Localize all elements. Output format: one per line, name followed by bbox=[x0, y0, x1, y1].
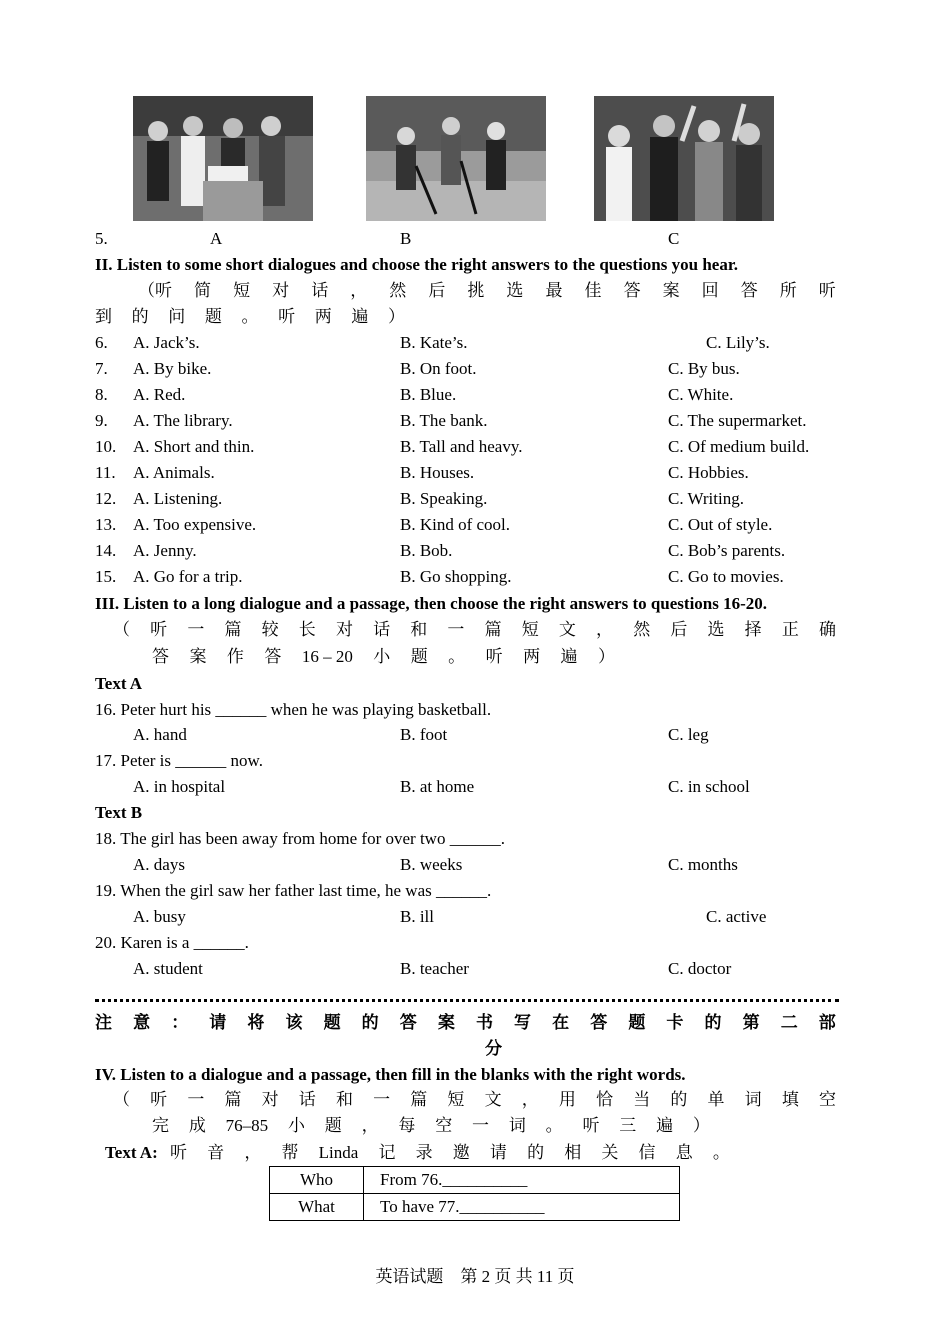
option-c: C. The supermarket. bbox=[668, 411, 807, 430]
option-b: B. Houses. bbox=[400, 463, 475, 482]
option-c: C. doctor bbox=[668, 959, 732, 978]
table-cell-key: What bbox=[270, 1194, 364, 1221]
q5-label-c: C bbox=[668, 229, 680, 248]
question-16-stem: 16. Peter hurt his ______ when he was playing basketball. bbox=[95, 700, 492, 719]
question-number: 9. bbox=[95, 411, 108, 430]
page-footer: 英语试题 第 2 页 共 11 页 bbox=[375, 1267, 575, 1286]
option-a: A. student bbox=[133, 959, 203, 978]
question-number: 14. bbox=[95, 541, 117, 560]
q5-label-a: A bbox=[210, 229, 223, 248]
section-2-heading: II. Listen to some short dialogues and choose the right answers to the questions you hear. bbox=[95, 255, 739, 274]
section-4-cn-line-2: 完 成 76–85 小 题 ， 每 空 一 词 。 听 三 遍 ） bbox=[152, 1116, 710, 1135]
option-b: B. On foot. bbox=[400, 359, 477, 378]
section-4-cn-line-1: （ 听 一 篇 对 话 和 一 篇 短 文 ， 用 恰 当 的 单 词 填 空 bbox=[113, 1090, 836, 1109]
question-number: 6. bbox=[95, 333, 108, 352]
option-a: A. hand bbox=[133, 725, 187, 744]
table-cell-value: To have 77.__________ bbox=[364, 1194, 680, 1221]
question-number: 7. bbox=[95, 359, 108, 378]
q5-picture-c bbox=[594, 96, 774, 221]
text-a-heading: Text A bbox=[95, 674, 143, 693]
question-20-stem: 20. Karen is a ______. bbox=[95, 933, 249, 952]
option-b: B. Bob. bbox=[400, 541, 453, 560]
option-a: A. Listening. bbox=[133, 489, 223, 508]
section-4-heading: IV. Listen to a dialogue and a passage, then fill in the blanks with the right words. bbox=[95, 1065, 686, 1084]
option-a: A. days bbox=[133, 855, 185, 874]
q5-picture-b bbox=[366, 96, 546, 221]
section-3-cn-line-2: 答 案 作 答 16 – 20 小 题 。 听 两 遍 ） bbox=[152, 647, 615, 666]
question-18-stem: 18. The girl has been away from home for over two ______. bbox=[95, 829, 505, 848]
option-c: C. in school bbox=[668, 777, 750, 796]
option-c: C. Go to movies. bbox=[668, 567, 784, 586]
option-b: B. ill bbox=[400, 907, 435, 926]
option-a: A. By bike. bbox=[133, 359, 212, 378]
question-19-stem: 19. When the girl saw her father last time, he was ______. bbox=[95, 881, 492, 900]
notice-line-1: 注 意 ： 请 将 该 题 的 答 案 书 写 在 答 题 卡 的 第 二 部 bbox=[95, 1013, 836, 1032]
question-number: 12. bbox=[95, 489, 117, 508]
option-b: B. weeks bbox=[400, 855, 463, 874]
option-a: A. Short and thin. bbox=[133, 437, 255, 456]
option-b: B. The bank. bbox=[400, 411, 488, 430]
option-a: A. Animals. bbox=[133, 463, 215, 482]
option-b: B. teacher bbox=[400, 959, 469, 978]
option-c: C. Lily’s. bbox=[706, 333, 770, 352]
question-number: 15. bbox=[95, 567, 117, 586]
option-c: C. Hobbies. bbox=[668, 463, 749, 482]
option-b: B. Go shopping. bbox=[400, 567, 512, 586]
text-a-label: Text A: bbox=[105, 1143, 158, 1162]
option-c: C. leg bbox=[668, 725, 709, 744]
question-17-stem: 17. Peter is ______ now. bbox=[95, 751, 263, 770]
question-number: 13. bbox=[95, 515, 117, 534]
option-c: C. Bob’s parents. bbox=[668, 541, 786, 560]
option-c: C. White. bbox=[668, 385, 734, 404]
option-b: B. Kind of cool. bbox=[400, 515, 511, 534]
option-c: C. By bus. bbox=[668, 359, 740, 378]
section-2-cn-line-2: 到 的 问 题 。 听 两 遍 ） bbox=[95, 307, 405, 326]
q5-number: 5. bbox=[95, 229, 108, 248]
option-a: A. Jenny. bbox=[133, 541, 197, 560]
option-a: A. Go for a trip. bbox=[133, 567, 243, 586]
table-cell-value: From 76.__________ bbox=[364, 1167, 680, 1194]
option-b: B. at home bbox=[400, 777, 475, 796]
table-row bbox=[270, 1194, 680, 1221]
table-row bbox=[270, 1167, 680, 1194]
invitation-info-table bbox=[269, 1166, 680, 1221]
q5-label-b: B bbox=[400, 229, 412, 248]
text-b-heading: Text B bbox=[95, 803, 143, 822]
notice-line-2: 分 bbox=[485, 1039, 502, 1058]
section-3-heading: III. Listen to a long dialogue and a passage, then choose the right answers to questions 16-20. bbox=[95, 594, 768, 613]
option-b: B. Tall and heavy. bbox=[400, 437, 523, 456]
question-number: 11. bbox=[95, 463, 116, 482]
text-a-instruction: 听 音 ， 帮 Linda 记 录 邀 请 的 相 关 信 息 。 bbox=[170, 1143, 730, 1162]
option-a: A. busy bbox=[133, 907, 186, 926]
question-number: 10. bbox=[95, 437, 117, 456]
option-c: C. Out of style. bbox=[668, 515, 773, 534]
option-a: A. Jack’s. bbox=[133, 333, 200, 352]
option-c: C. active bbox=[706, 907, 767, 926]
option-c: C. months bbox=[668, 855, 738, 874]
option-b: B. Blue. bbox=[400, 385, 457, 404]
option-c: C. Of medium build. bbox=[668, 437, 810, 456]
option-a: A. The library. bbox=[133, 411, 233, 430]
option-c: C. Writing. bbox=[668, 489, 744, 508]
table-cell-key: Who bbox=[270, 1167, 364, 1194]
option-a: A. in hospital bbox=[133, 777, 226, 796]
dotted-separator bbox=[95, 990, 839, 1002]
option-b: B. Kate’s. bbox=[400, 333, 468, 352]
option-a: A. Too expensive. bbox=[133, 515, 257, 534]
option-a: A. Red. bbox=[133, 385, 186, 404]
option-b: B. foot bbox=[400, 725, 448, 744]
option-b: B. Speaking. bbox=[400, 489, 488, 508]
question-number: 8. bbox=[95, 385, 108, 404]
section-3-cn-line-1: （ 听 一 篇 较 长 对 话 和 一 篇 短 文 ， 然 后 选 择 正 确 bbox=[113, 620, 836, 639]
q5-picture-a bbox=[133, 96, 313, 221]
section-2-cn-line-1: （听 简 短 对 话 ， 然 后 挑 选 最 佳 答 案 回 答 所 听 bbox=[138, 281, 836, 300]
